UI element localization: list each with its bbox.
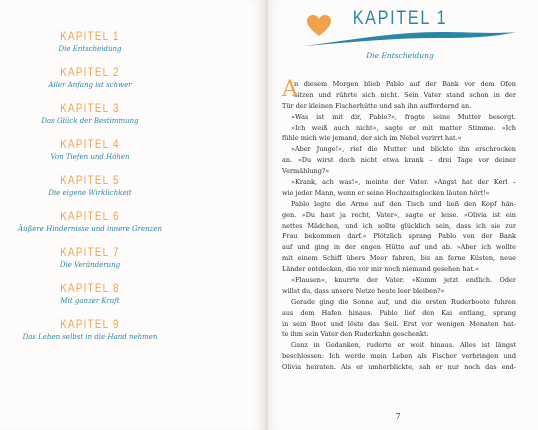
toc-chapter-title: Die Veränderung (59, 261, 121, 269)
table-of-contents (0, 30, 180, 354)
toc-chapter-title: Von Tiefen und Höhen (50, 153, 130, 161)
text-line: nettes Mädchen, und ich sollte glücklich sein, dass ich sie zur (282, 221, 516, 230)
toc-entry (0, 174, 180, 210)
text-line: beschlossen: Ich werde mein Leben als Fischer verbringen und (282, 352, 516, 361)
text-line: gen. »Du hast ja recht, Vater«, sagte er leise. »Olivia ist ein (282, 210, 516, 219)
text-line: »Flausen«, knurrte der Vater. »Komm jetzt endlich. Oder (291, 276, 516, 285)
text-line: »Was ist mit dir, Pablo?«, fragte seine Mutter besorgt. (291, 112, 516, 121)
chapter-heading: KAPITEL 1 (352, 8, 448, 29)
toc-chapter-title: Mit ganzer Kraft (60, 297, 120, 305)
text-line: Länder entdecken, die vor mir noch niemand gesehen hat.« (282, 265, 480, 274)
text-line: »Aber Junge!«, rief die Mutter und blickte ihn erschrocken (291, 145, 516, 154)
toc-chapter-number: KAPITEL 6 (60, 211, 120, 223)
text-line: sitzen und rührte sich nicht. Sein Vater stand schon in der (294, 90, 516, 99)
text-line: »Krank, ach was!«, meinte der Vater. »Angst hat der Kerl – (291, 178, 516, 187)
text-line: aus dem Hafen hinaus. Pablo lief den Kai entlang, sprang (282, 308, 516, 317)
text-line: Tür der kleinen Fischerhütte und sah ihn auffordernd an. (282, 101, 472, 110)
toc-chapter-title: Die eigene Wirklichkeit (48, 189, 132, 197)
text-line: te ihm sein Vater den Ruderkahn geschenkt. (282, 330, 429, 339)
text-line: Pablo legte die Arme auf den Tisch und ließ den Kopf hän- (291, 199, 516, 208)
toc-entry (0, 210, 180, 246)
toc-chapter-number: KAPITEL 1 (60, 31, 120, 43)
toc-chapter-number: KAPITEL 9 (60, 319, 120, 331)
toc-chapter-title: Das Glück der Bestimmung (41, 117, 139, 125)
toc-chapter-number: KAPITEL 7 (60, 247, 120, 259)
toc-entry (0, 138, 180, 174)
toc-chapter-number: KAPITEL 2 (60, 67, 120, 79)
toc-chapter-number: KAPITEL 3 (60, 103, 120, 115)
text-line: mit einem Schiff übers Meer fahren, bis an ferne Küsten, neue (282, 254, 516, 263)
text-line: Olivia heiraten. Als er umherblickte, sah er nur noch das end- (282, 363, 516, 372)
toc-entry (0, 246, 180, 282)
text-line: »Ich weiß auch nicht«, sagte er mit matter Stimme. »Ich (291, 123, 516, 132)
text-line: Ganz in Gedanken, ruderte er weit hinaus. Alles ist längst (291, 341, 516, 350)
toc-chapter-title: Das Leben selbst in die Hand nehmen (22, 333, 158, 341)
text-line: an. »Du wirst doch nicht etwa krank – drei Tage vor deiner (282, 156, 516, 165)
text-line: fühle mich wie jemand, der sich im Nebel verirrt hat.« (282, 134, 462, 143)
left-page (0, 0, 266, 430)
toc-chapter-title: Die Entscheidung (58, 45, 122, 53)
toc-entry (0, 282, 180, 318)
toc-chapter-title: Äußere Hindernisse und innere Grenzen (18, 225, 162, 233)
text-line: in sein Boot und löste das Seil. Erst vor wenigen Monaten hat- (282, 319, 516, 328)
chapter-body-text (282, 79, 516, 373)
wave-swoosh-decoration (300, 26, 520, 50)
toc-entry (0, 318, 180, 354)
toc-chapter-number: KAPITEL 5 (60, 175, 120, 187)
text-line: willst du, dass unsere Netze heute leer bleiben?« (282, 286, 445, 295)
toc-chapter-title: Aller Anfang ist schwer (48, 81, 132, 89)
text-line: Gerade ging die Sonne auf, und die ersten Ruderboote fuhren (291, 297, 516, 306)
text-line: Frau bekommen darf.« Plötzlich sprang Pablo von der Bank (282, 232, 516, 241)
toc-entry (0, 102, 180, 138)
toc-chapter-number: KAPITEL 4 (60, 139, 120, 151)
page-number: 7 (395, 412, 401, 421)
text-line: n diesem Morgen blieb Pablo auf der Bank vor dem Ofen (294, 80, 516, 88)
toc-entry (0, 30, 180, 66)
chapter-subtitle: Die Entscheidung (366, 51, 434, 60)
drop-cap: A (282, 77, 298, 102)
text-line: Vermählung?« (282, 167, 330, 176)
toc-entry (0, 66, 180, 102)
toc-chapter-number: KAPITEL 8 (60, 283, 120, 295)
text-line: wie jeder Mann, wenn er seine Hochzeitsglocken läuten hört!« (282, 188, 490, 197)
text-line: auf und ging in der engen Hütte auf und ab. »Aber ich wollte (282, 243, 516, 252)
